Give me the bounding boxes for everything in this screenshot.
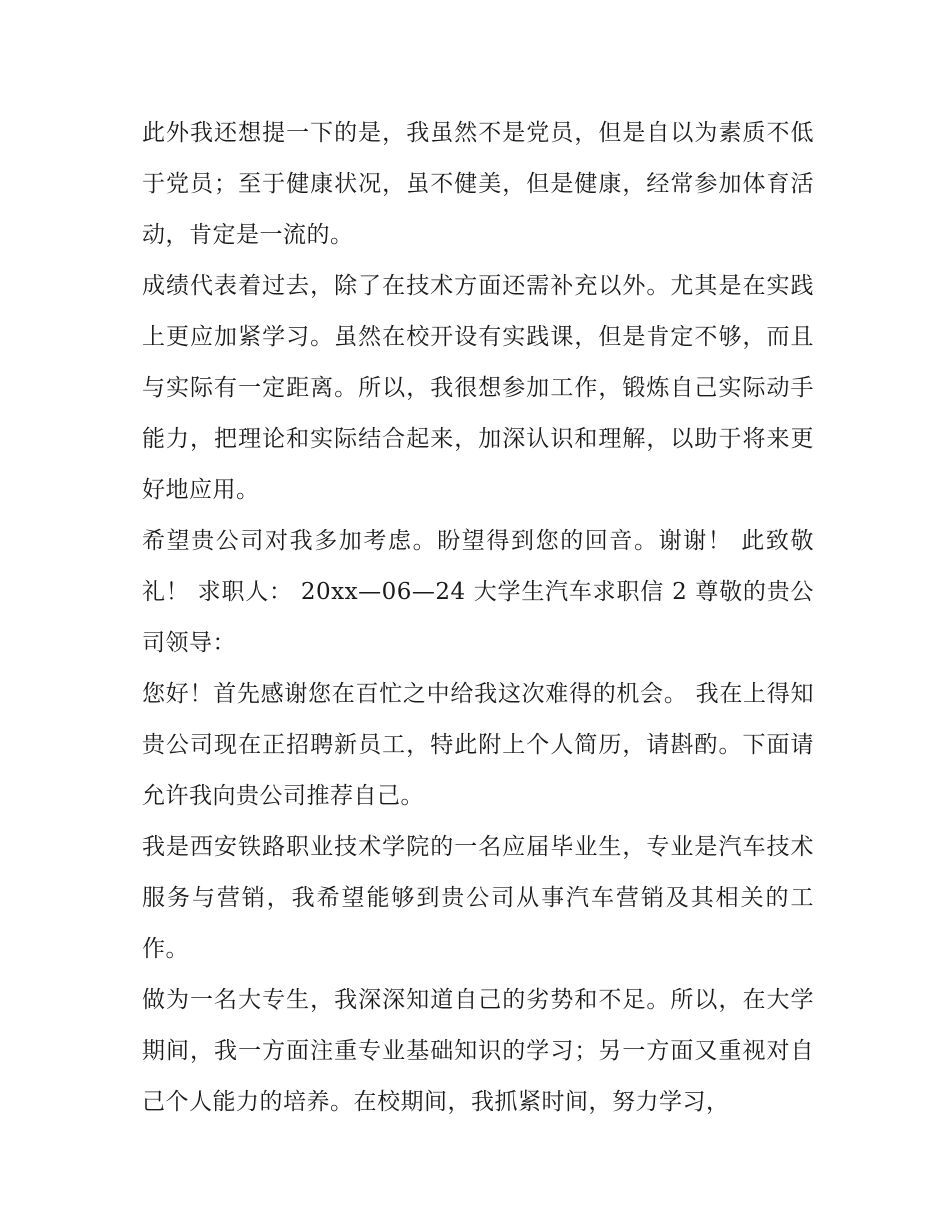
- paragraph-health: 此外我还想提一下的是，我虽然不是党员，但是自以为素质不低于党员；至于健康状况，虽不健美，但是健康，经常参加体育活动，肯定是一流的。: [142, 120, 814, 248]
- paragraph-study: 做为一名大专生，我深深知道自己的劣势和不足。所以，在大学期间，我一方面注重专业基础知识的学习；另一方面又重视对自己个人能力的培养。在校期间，我抓紧时间，努力学习，: [142, 987, 814, 1115]
- paragraph-closing-and-salutation: 希望贵公司对我多加考虑。盼望得到您的回音。谢谢！ 此致敬礼！ 求职人： 20xx—06—24 大学生汽车求职信 2 尊敬的贵公司领导：: [142, 528, 814, 656]
- document-body: [142, 108, 814, 1128]
- paragraph-practice: 成绩代表着过去，除了在技术方面还需补充以外。尤其是在实践上更应加紧学习。虽然在校开设有实践课，但是肯定不够，而且与实际有一定距离。所以，我很想参加工作，锻炼自己实际动手能力，把理论和实际结合起来，加深认识和理解，以助于将来更好地应用。: [142, 273, 814, 503]
- paragraph-greeting: 您好！首先感谢您在百忙之中给我这次难得的机会。 我在上得知贵公司现在正招聘新员工，特此附上个人简历，请斟酌。下面请允许我向贵公司推荐自己。: [142, 681, 814, 809]
- paragraph-introduction: 我是西安铁路职业技术学院的一名应届毕业生，专业是汽车技术服务与营销，我希望能够到贵公司从事汽车营销及其相关的工作。: [142, 834, 814, 962]
